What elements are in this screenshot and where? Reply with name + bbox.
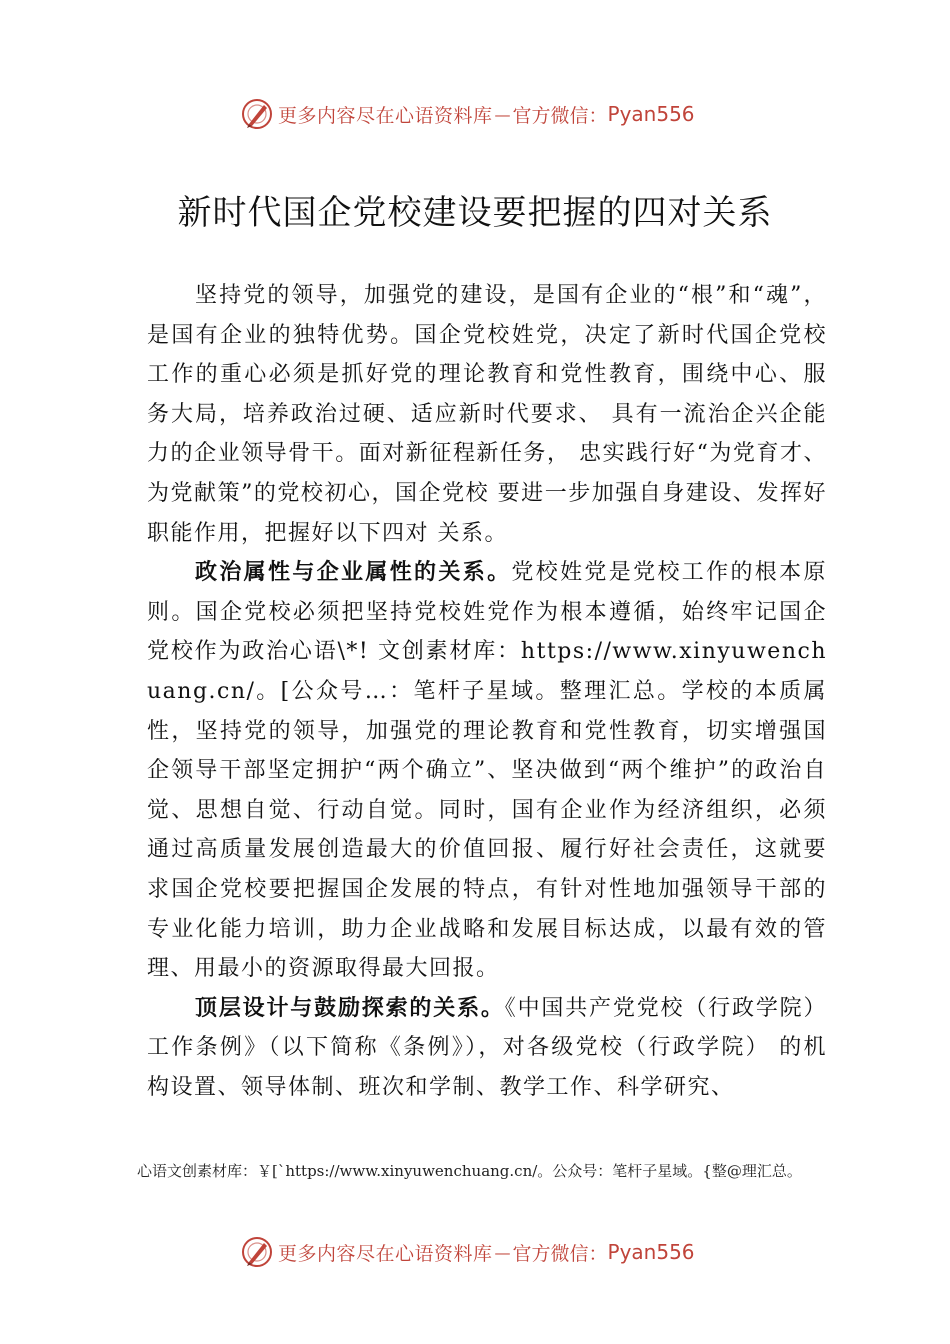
banner-wechat-id: Pyan556 [607, 102, 695, 126]
footnote: 心语文创素材库：￥[`https://www.xinyuwenchuang.cn/。公众号：笔杆子星域。{整@理汇总。 [137, 1162, 802, 1180]
banner-wechat-id: Pyan556 [607, 1240, 695, 1264]
paragraph-political [147, 553, 827, 989]
paragraph-heading: 政治属性与企业属性的关系。 [195, 559, 512, 586]
pen-logo-icon [240, 97, 274, 131]
banner-wechat-label: 官方微信： [512, 104, 608, 127]
paragraph-intro [147, 276, 827, 553]
paragraph-toplevel [147, 989, 827, 1108]
paragraph-heading: 顶层设计与鼓励探索的关系。 [195, 994, 505, 1021]
document-body [147, 276, 827, 1107]
pen-logo-icon [240, 1235, 274, 1269]
page-title: 新时代国企党校建设要把握的四对关系 [177, 193, 773, 233]
banner-sep: — [494, 1242, 511, 1262]
banner-wechat-label: 官方微信： [512, 1242, 608, 1265]
banner-text: 更多内容尽在心语资料库 [278, 104, 493, 127]
paragraph-text: 《中国共产党党校（行政学院）工作条例》（以下简称《条例》），对各级党校（行政学院） 的机构设置、领导体制、班次和学制、教学工作、科学研究、 [147, 995, 827, 1100]
banner-text: 更多内容尽在心语资料库 [278, 1242, 493, 1265]
paragraph-text: 坚持党的领导，加强党的建设，是国有企业的“根”和“魂”，是国有企业的独特优势。国企党校姓党，决定了新时代国企党校工作的重心必须是抓好党的理论教育和党性教育，围绕中心、服务大局，培养政治过硬、适应新时代要求、 具有一流治企兴企能力的企业领导骨干。面对新征程新任务， 忠实践行好“为党育才、为党献策”的党校初心，国企党校 要进一步加强自身建设、发挥好职能作用，把握好以下四对 关系。 [147, 283, 827, 546]
banner-sep: — [494, 104, 511, 124]
footer-banner [0, 1232, 950, 1272]
header-banner [0, 94, 950, 134]
paragraph-text: 党校姓党是党校工作的根本原则。国企党校必须把坚持党校姓党作为根本遵循，始终牢记国企党校作为政治心语\*! 文创素材库：https://www.xinyuwenchuang.cn/。[公众号…：笔杆子星域。整理汇总。学校的本质属性，坚持党的领导，加强党的理论教育和党性教育，切实增强国企领导干部坚定拥护“两个确立”、坚决做到“两个维护”的政治自觉、思想自觉、行动自觉。同时，国有企业作为经济组织，必须通过高质量发展创造最大的价值回报、履行好社会责任，这就要求国企党校要把握国企发展的特点，有针对性地加强领导干部的专业化能力培训，助力企业战略和发展目标达成，以最有效的管理、用最小的资源取得最大回报。 [147, 560, 827, 982]
